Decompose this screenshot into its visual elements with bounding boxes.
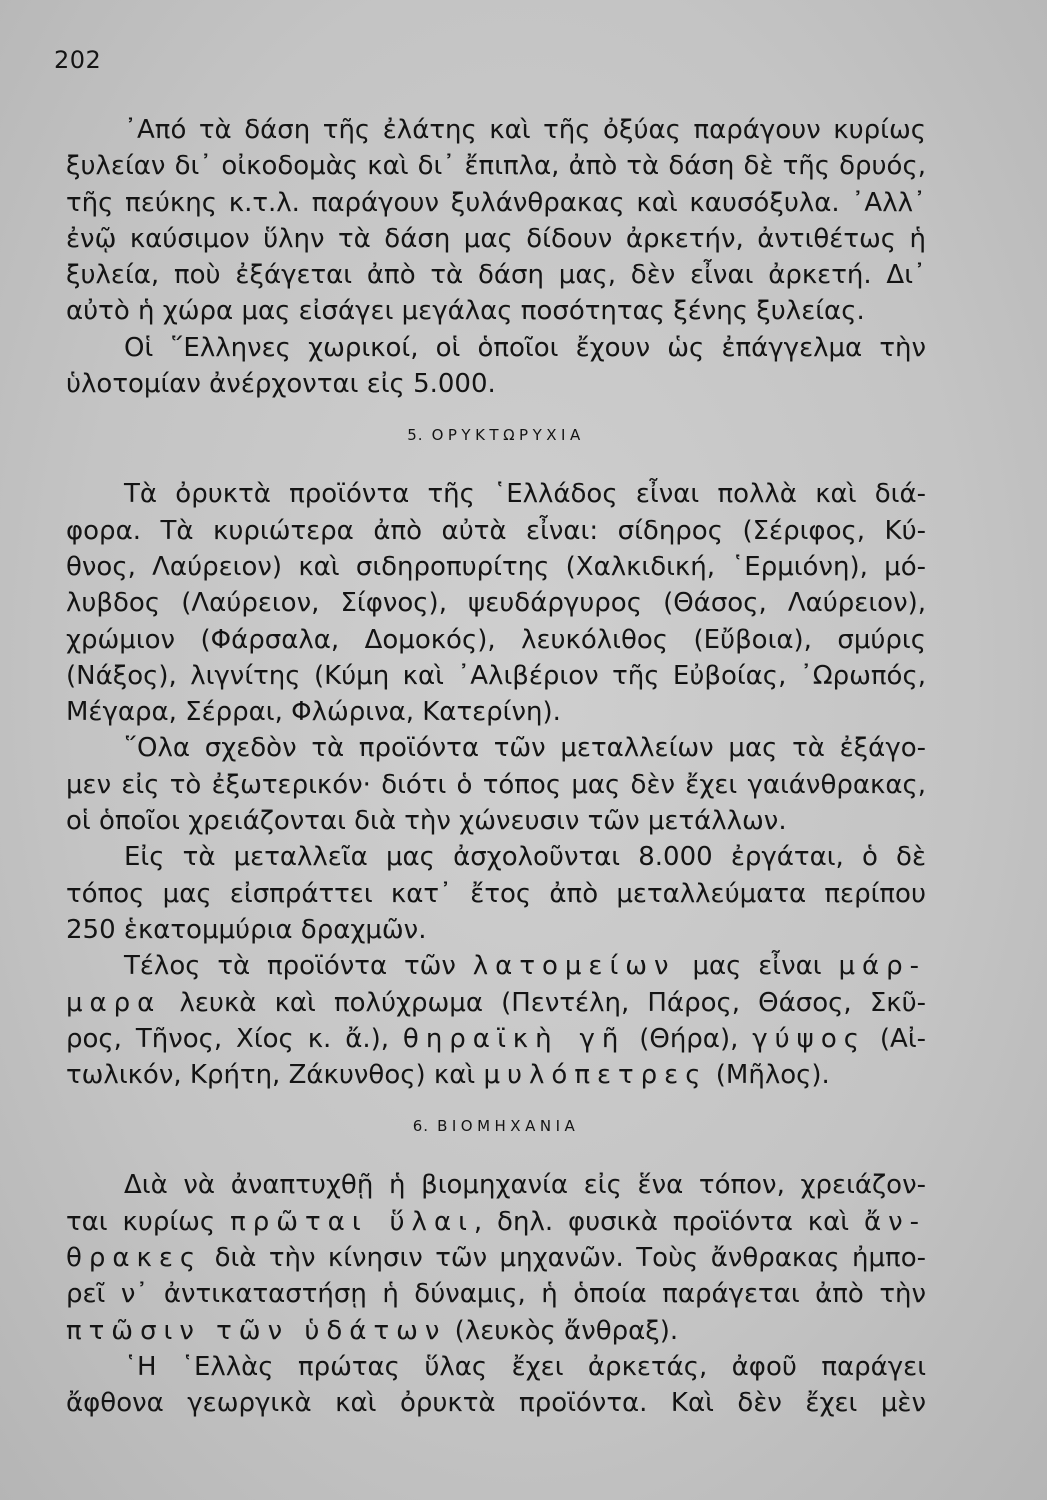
text-line: ῾Η ῾Ελλὰς πρώτας ὕλας ἔχει ἀρκετάς, ἀφοῦ παράγει xyxy=(124,1351,926,1382)
text-line: τόπος μας εἰσπράττει κατ᾽ ἔτος ἀπὸ μεταλλεύματα περίπου xyxy=(66,878,926,909)
text-line: φορα. Τὰ κυριώτερα ἀπὸ αὐτὰ εἶναι: σίδηρος (Σέριφος, Κύ- xyxy=(66,515,926,546)
page-number: 202 xyxy=(54,46,102,74)
section-heading-mining xyxy=(66,416,926,454)
text-line xyxy=(66,1204,926,1240)
spaced-term: μάρ- xyxy=(838,951,927,982)
text-line: Τὰ ὀρυκτὰ προϊόντα τῆς ῾Ελλάδος εἶναι πολλὰ καὶ διά- xyxy=(124,479,926,510)
spaced-term: θηραϊκὴ γῆ xyxy=(402,1023,626,1054)
text-line: ᾽Από τὰ δάση τῆς ἐλάτης καὶ τῆς ὀξύας παράγουν κυρίως xyxy=(124,115,926,145)
text-line: ἐνῷ καύσιμον ὕλην τὰ δάση μας δίδουν ἀρκετήν, ἀντιθέτως ἡ xyxy=(66,223,926,254)
text-line: Μέγαρα, Σέρραι, Φλώρινα, Κατερίνη). xyxy=(66,697,561,728)
text-line: ξυλεία, ποὺ ἐξάγεται ἀπὸ τὰ δάση μας, δὲν εἶναι ἀρκετή. Δι᾽ xyxy=(66,260,926,291)
text-run: (λευκὸς ἄνθραξ). xyxy=(446,1315,679,1346)
spaced-term: λατομείων xyxy=(472,951,676,982)
text-line xyxy=(66,1240,926,1276)
text-line: ἄφθονα γεωργικὰ καὶ ὀρυκτὰ προϊόντα. Καὶ δὲν ἔχει μὲν xyxy=(66,1388,926,1419)
spaced-term: γύψος xyxy=(752,1023,866,1054)
text-line: ῞Ολα σχεδὸν τὰ προϊόντα τῶν μεταλλείων μας τὰ ἐξάγο- xyxy=(124,733,926,764)
text-line: (Νάξος), λιγνίτης (Κύμη καὶ ᾽Αλιβέριον τῆς Εὐβοίας, ᾽Ωρωπός, xyxy=(66,660,926,691)
section-title: ΟΡΥΚΤΩΡΥΧΙΑ xyxy=(431,426,585,445)
text-line: 250 ἑκατομμύρια δραχμῶν. xyxy=(66,914,427,945)
text-line xyxy=(66,985,926,1021)
text-line: αὐτὸ ἡ χώρα μας εἰσάγει μεγάλας ποσότητας ξένης ξυλείας. xyxy=(66,296,865,327)
text-line: Εἰς τὰ μεταλλεῖα μας ἀσχολοῦνται 8.000 ἐργάται, ὁ δὲ xyxy=(124,842,926,873)
text-run: , δηλ. φυσικὰ προϊόντα καὶ xyxy=(473,1206,864,1237)
text-run: ται κυρίως xyxy=(66,1206,231,1237)
spaced-term: ἄν- xyxy=(863,1206,927,1237)
text-run: (Θήρα), xyxy=(625,1023,753,1054)
section-number: 5. xyxy=(407,426,424,445)
text-line: οἱ ὁποῖοι χρειάζονται διὰ τὴν χώνευσιν τῶν μετάλλων. xyxy=(66,806,787,837)
text-run: (Αἰ- xyxy=(866,1023,927,1054)
text-run: διὰ τὴν κίνησιν τῶν μηχανῶν. Τοὺς ἄνθρακας ἠμπο- xyxy=(202,1243,926,1274)
text-line: Οἱ ῞Ελληνες χωρικοί, οἱ ὁποῖοι ἔχουν ὡς ἐπάγγελμα τὴν xyxy=(124,332,926,363)
text-line: λυβδος (Λαύρειον, Σίφνος), ψευδάργυρος (Θάσος, Λαύρειον), xyxy=(66,588,926,619)
text-line xyxy=(66,1021,926,1057)
section-number: 6. xyxy=(412,1117,430,1136)
text-run: ρος, Τῆνος, Χίος κ. ἄ.), xyxy=(66,1023,403,1054)
spaced-term: πτῶσιν τῶν ὑδάτων xyxy=(66,1315,447,1346)
text-line: ρεῖ ν᾽ ἀντικαταστήσῃ ἡ δύναμις, ἡ ὁποία παράγεται ἀπὸ τὴν xyxy=(66,1279,926,1310)
spaced-term: μαρα xyxy=(66,987,162,1018)
text-line: ξυλείαν δι᾽ οἰκοδομὰς καὶ δι᾽ ἔπιπλα, ἀπὸ τὰ δάση δὲ τῆς δρυός, xyxy=(66,151,926,182)
text-line: ὑλοτομίαν ἀνέρχονται εἰς 5.000. xyxy=(66,369,496,400)
text-line xyxy=(66,1313,926,1349)
text-line: Διὰ νὰ ἀναπτυχθῇ ἡ βιομηχανία εἰς ἕνα τόπον, χρειάζον- xyxy=(124,1170,926,1201)
text-run: μας εἶναι xyxy=(675,951,839,982)
text-run: τωλικόν, Κρήτη, Ζάκυνθος) καὶ xyxy=(66,1060,484,1091)
text-line xyxy=(66,948,926,984)
text-line xyxy=(66,1057,926,1093)
spaced-term: θρακες xyxy=(66,1243,203,1274)
text-run: (Μῆλος). xyxy=(707,1060,830,1091)
body-text xyxy=(66,112,926,1422)
section-title: ΒΙΟΜΗΧΑΝΙΑ xyxy=(437,1117,580,1136)
text-line: θνος, Λαύρειον) καὶ σιδηροπυρίτης (Χαλκιδική, ῾Ερμιόνη), μό- xyxy=(66,551,926,582)
section-heading-industry xyxy=(66,1107,926,1145)
spaced-term: πρῶται ὕλαι xyxy=(230,1206,474,1237)
text-run: Τέλος τὰ προϊόντα τῶν xyxy=(124,951,473,982)
text-run: λευκὰ καὶ πολύχρωμα (Πεντέλη, Πάρος, Θάσος, Σκῦ- xyxy=(161,987,926,1018)
text-line: μεν εἰς τὸ ἐξωτερικόν· διότι ὁ τόπος μας δὲν ἔχει γαιάνθρακας, xyxy=(66,769,926,800)
text-line: τῆς πεύκης κ.τ.λ. παράγουν ξυλάνθρακας καὶ καυσόξυλα. ᾽Αλλ᾽ xyxy=(66,187,926,218)
spaced-term: μυλόπετρες xyxy=(483,1060,708,1091)
text-line: χρώμιον (Φάρσαλα, Δομοκός), λευκόλιθος (Εὔβοια), σμύρις xyxy=(66,624,926,655)
